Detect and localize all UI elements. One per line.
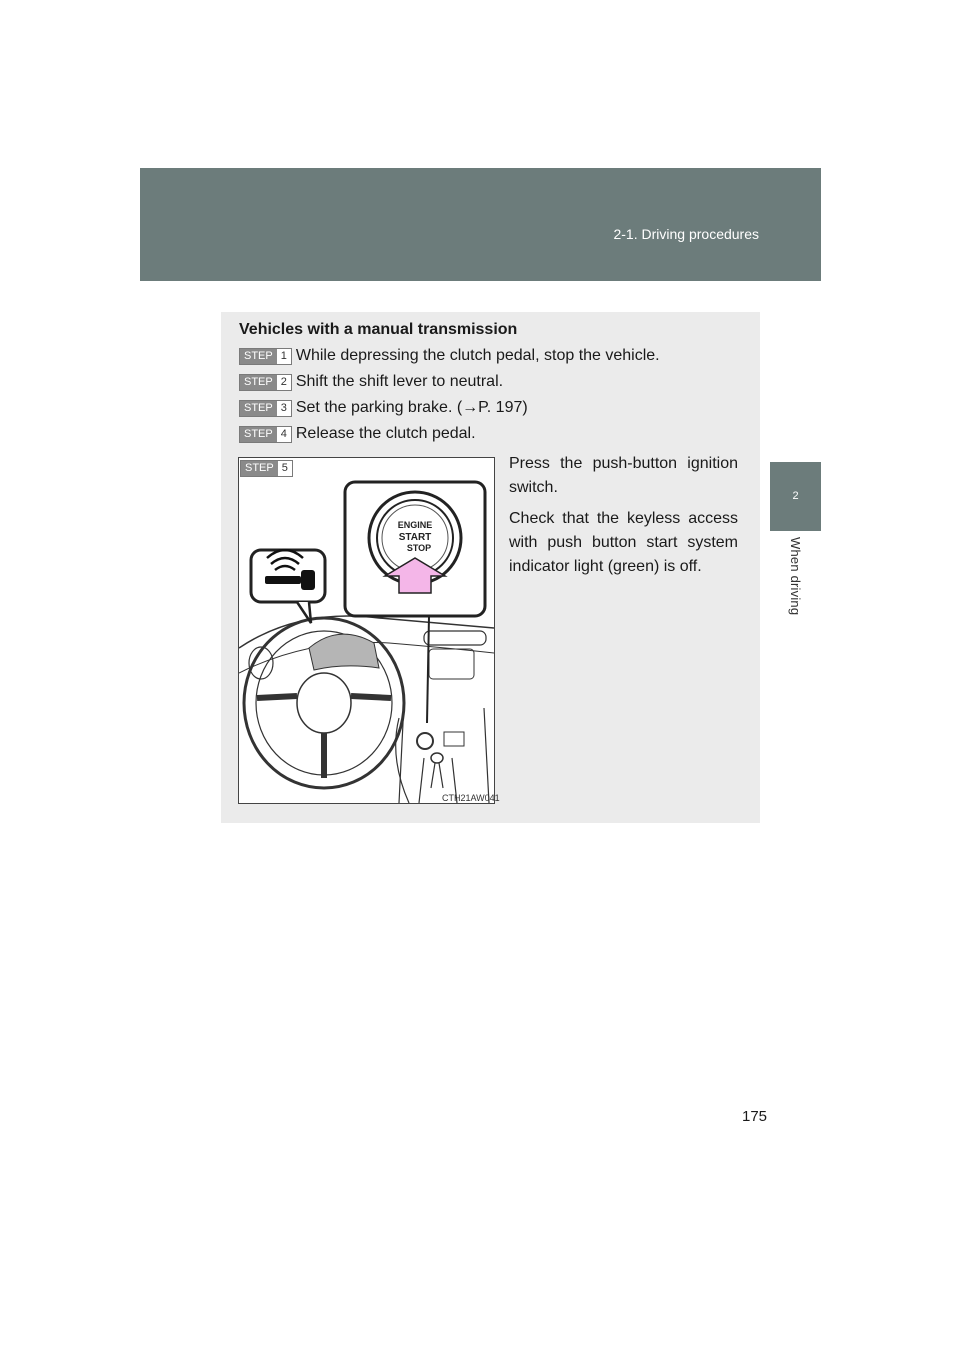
illustration-engine-start-button	[238, 457, 495, 804]
side-bar	[770, 281, 821, 462]
section-title-header: 2-1. Driving procedures	[613, 226, 759, 242]
figure-code: CTH21AW041	[442, 793, 500, 803]
page-number: 175	[742, 1108, 768, 1125]
dashboard-illustration	[239, 458, 494, 803]
step-1	[239, 347, 660, 365]
step-badge: STEP 1	[239, 348, 292, 365]
chapter-tab-number: 2	[770, 462, 821, 531]
step-2	[239, 373, 503, 391]
step-text: Shift the shift lever to neutral.	[295, 373, 504, 390]
step-badge: STEP 2	[239, 374, 292, 391]
step-text: Release the clutch pedal.	[295, 425, 476, 442]
button-text-engine: ENGINE	[397, 520, 433, 530]
section-heading: Vehicles with a manual transmission	[239, 321, 518, 338]
step-text: While depressing the clutch pedal, stop the vehicle.	[295, 347, 660, 364]
step5-paragraph-2: Check that the keyless access with push button start system indicator light (green) is off.	[509, 510, 738, 575]
step-badge: STEP 3	[239, 400, 292, 417]
step-4	[239, 425, 476, 443]
button-text-start: START	[398, 532, 432, 543]
chapter-header	[140, 168, 821, 281]
step-badge: STEP 5	[240, 460, 293, 477]
chapter-tab-label-text: When driving	[788, 537, 803, 616]
step-5	[240, 459, 293, 477]
chapter-tab-label	[770, 531, 821, 691]
step-badge: STEP 4	[239, 426, 292, 443]
step-3	[239, 399, 528, 417]
step5-paragraph-1: Press the push-button ignition switch.	[509, 455, 738, 496]
step-text: Set the parking brake. (→P. 197)	[295, 399, 528, 416]
button-text-stop: STOP	[406, 543, 432, 553]
